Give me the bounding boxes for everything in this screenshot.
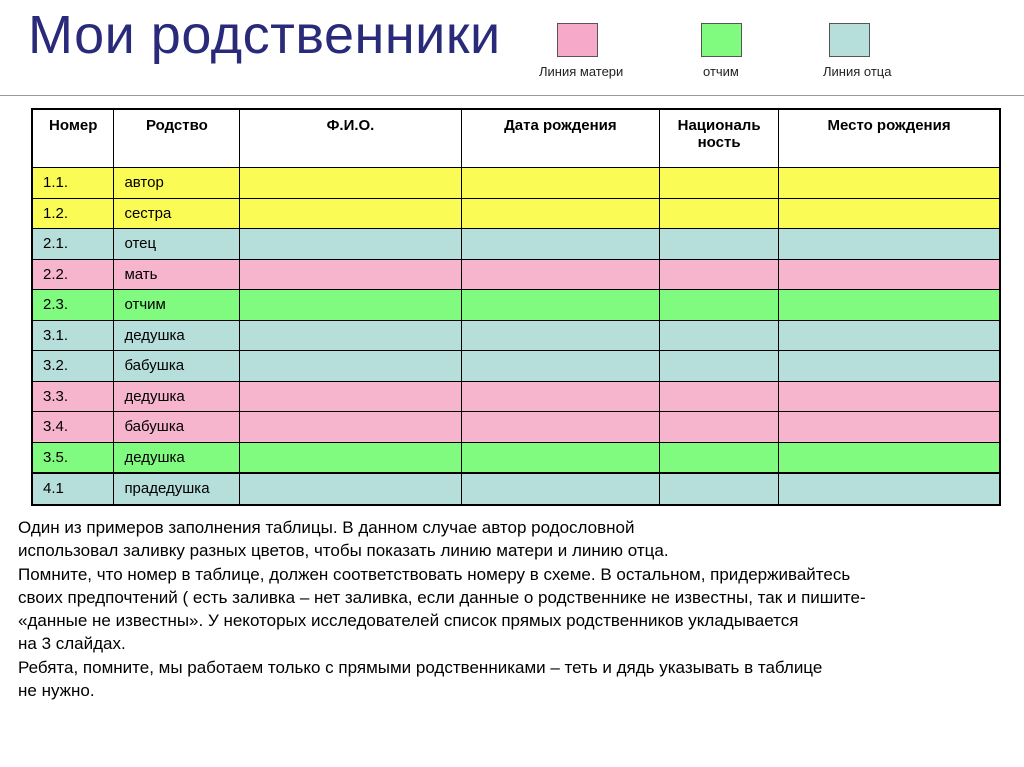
cell-nationality[interactable] xyxy=(660,351,779,382)
cell-birth-place[interactable] xyxy=(779,229,1000,260)
table-row xyxy=(32,351,1000,382)
header-birth-place: Место рождения xyxy=(779,109,1000,168)
note-line: Ребята, помните, мы работаем только с прямыми родственниками – теть и дядь указывать в таблице xyxy=(18,657,823,677)
cell-relation: сестра xyxy=(114,198,240,229)
cell-nationality[interactable] xyxy=(660,381,779,412)
cell-birth-place[interactable] xyxy=(779,412,1000,443)
cell-relation: дедушка xyxy=(114,381,240,412)
cell-birth-date[interactable] xyxy=(461,473,660,505)
note-line: своих предпочтений ( есть заливка – нет заливка, если данные о родственнике не известны, так и пишите- xyxy=(18,587,866,607)
header-relation: Родство xyxy=(114,109,240,168)
cell-birth-place[interactable] xyxy=(779,320,1000,351)
cell-relation: отец xyxy=(114,229,240,260)
legend-swatch-father-line xyxy=(829,23,870,57)
cell-birth-date[interactable] xyxy=(461,381,660,412)
table-row xyxy=(32,412,1000,443)
cell-birth-place[interactable] xyxy=(779,473,1000,505)
header-birth-date: Дата рождения xyxy=(461,109,660,168)
cell-relation: прадедушка xyxy=(114,473,240,505)
cell-relation: дедушка xyxy=(114,320,240,351)
cell-relation: дедушка xyxy=(114,442,240,473)
cell-full-name[interactable] xyxy=(240,320,461,351)
instructions-text xyxy=(18,516,866,702)
relatives-table xyxy=(31,108,1001,506)
table-row xyxy=(32,198,1000,229)
cell-relation: мать xyxy=(114,259,240,290)
cell-birth-place[interactable] xyxy=(779,259,1000,290)
cell-birth-date[interactable] xyxy=(461,259,660,290)
cell-number: 1.1. xyxy=(32,168,114,199)
table-row xyxy=(32,229,1000,260)
cell-relation: бабушка xyxy=(114,412,240,443)
note-line: «данные не известны». У некоторых исследователей список прямых родственников укладывается xyxy=(18,611,799,631)
cell-full-name[interactable] xyxy=(240,168,461,199)
divider-line xyxy=(0,95,1024,96)
cell-full-name[interactable] xyxy=(240,229,461,260)
cell-number: 2.3. xyxy=(32,290,114,321)
cell-number: 3.5. xyxy=(32,442,114,473)
note-line: Один из примеров заполнения таблицы. В данном случае автор родословной xyxy=(18,518,635,537)
cell-full-name[interactable] xyxy=(240,473,461,505)
cell-number: 3.1. xyxy=(32,320,114,351)
cell-birth-date[interactable] xyxy=(461,442,660,473)
cell-full-name[interactable] xyxy=(240,290,461,321)
legend-label-stepfather: отчим xyxy=(703,64,739,79)
legend-label-father-line: Линия отца xyxy=(823,64,892,79)
cell-number: 4.1 xyxy=(32,473,114,505)
cell-nationality[interactable] xyxy=(660,259,779,290)
header-full-name: Ф.И.О. xyxy=(240,109,461,168)
cell-full-name[interactable] xyxy=(240,412,461,443)
cell-number: 2.2. xyxy=(32,259,114,290)
cell-full-name[interactable] xyxy=(240,259,461,290)
header-number: Номер xyxy=(32,109,114,168)
table-row xyxy=(32,290,1000,321)
legend-swatch-stepfather xyxy=(701,23,742,57)
cell-nationality[interactable] xyxy=(660,229,779,260)
table-row xyxy=(32,168,1000,199)
cell-number: 1.2. xyxy=(32,198,114,229)
note-line: использовал заливку разных цветов, чтобы показать линию матери и линию отца. xyxy=(18,541,669,561)
cell-nationality[interactable] xyxy=(660,442,779,473)
cell-number: 3.2. xyxy=(32,351,114,382)
note-line: на 3 слайдах. xyxy=(18,634,126,654)
cell-number: 3.3. xyxy=(32,381,114,412)
cell-birth-place[interactable] xyxy=(779,290,1000,321)
table-header-row xyxy=(32,109,1000,168)
header-nationality: Националь ность xyxy=(660,109,779,168)
cell-nationality[interactable] xyxy=(660,168,779,199)
cell-number: 3.4. xyxy=(32,412,114,443)
cell-nationality[interactable] xyxy=(660,290,779,321)
cell-birth-place[interactable] xyxy=(779,442,1000,473)
cell-full-name[interactable] xyxy=(240,351,461,382)
cell-birth-date[interactable] xyxy=(461,320,660,351)
cell-nationality[interactable] xyxy=(660,198,779,229)
table-row xyxy=(32,381,1000,412)
cell-birth-date[interactable] xyxy=(461,198,660,229)
note-line: не нужно. xyxy=(18,681,95,701)
cell-birth-date[interactable] xyxy=(461,412,660,443)
cell-nationality[interactable] xyxy=(660,412,779,443)
cell-full-name[interactable] xyxy=(240,381,461,412)
table-row xyxy=(32,442,1000,473)
cell-birth-date[interactable] xyxy=(461,290,660,321)
cell-birth-place[interactable] xyxy=(779,198,1000,229)
legend-label-mother-line: Линия матери xyxy=(539,64,624,79)
cell-relation: бабушка xyxy=(114,351,240,382)
cell-birth-date[interactable] xyxy=(461,229,660,260)
cell-nationality[interactable] xyxy=(660,320,779,351)
table-row xyxy=(32,259,1000,290)
cell-relation: отчим xyxy=(114,290,240,321)
cell-birth-place[interactable] xyxy=(779,351,1000,382)
legend-swatch-mother-line xyxy=(557,23,598,57)
cell-birth-place[interactable] xyxy=(779,168,1000,199)
cell-birth-date[interactable] xyxy=(461,351,660,382)
cell-birth-place[interactable] xyxy=(779,381,1000,412)
cell-birth-date[interactable] xyxy=(461,168,660,199)
table-row xyxy=(32,473,1000,505)
cell-number: 2.1. xyxy=(32,229,114,260)
note-line: Помните, что номер в таблице, должен соответствовать номеру в схеме. В остальном, придерживайтесь xyxy=(18,564,851,584)
cell-full-name[interactable] xyxy=(240,442,461,473)
cell-full-name[interactable] xyxy=(240,198,461,229)
page-title: Мои родственники xyxy=(28,5,501,65)
cell-relation: автор xyxy=(114,168,240,199)
table-row xyxy=(32,320,1000,351)
cell-nationality[interactable] xyxy=(660,473,779,505)
